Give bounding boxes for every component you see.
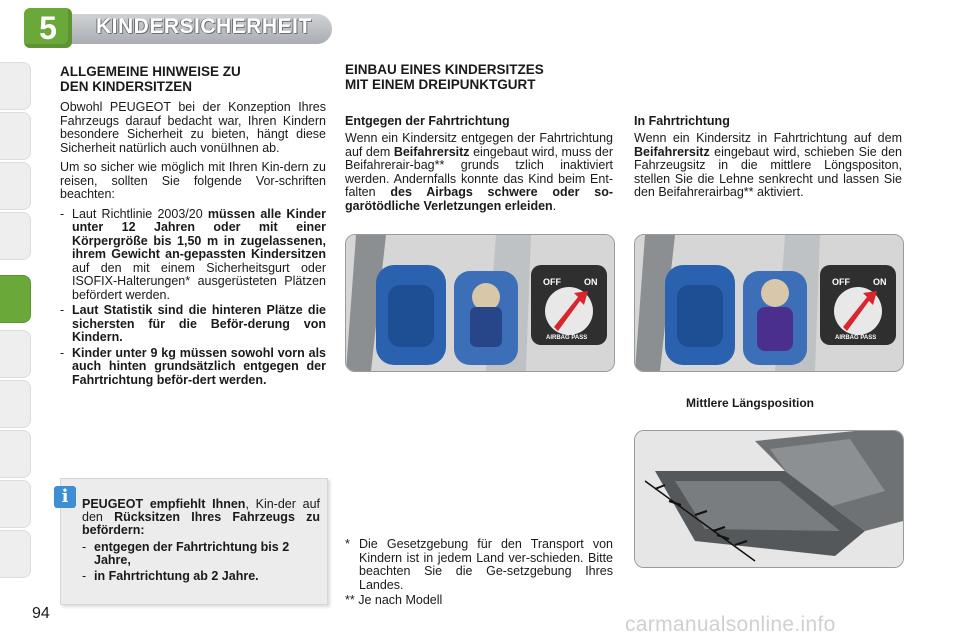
list-item bbox=[60, 347, 326, 388]
footnote-text: Die Gesetzgebung für den Transport von Kindern ist in jedem Land ver-schieden. Bitte beachten Sie die Ge-setzgebung Ihres Landes. bbox=[359, 537, 613, 592]
forward-facing-car-seat-image bbox=[634, 234, 904, 372]
watermark: carmanualsonline.info bbox=[625, 613, 836, 636]
chapter-tab-6[interactable] bbox=[0, 330, 31, 378]
footnote-2: ** Je nach Modell bbox=[345, 593, 443, 607]
chapter-tab-3[interactable] bbox=[0, 162, 31, 210]
bold-run: Beifahrersitz bbox=[634, 144, 710, 159]
page-title: KINDERSICHERHEIT bbox=[96, 15, 312, 38]
heading-line: EINBAU EINES KINDERSITZES bbox=[345, 62, 544, 77]
text-run: Wenn ein Kindersitz in Fahrtrichtung auf dem bbox=[634, 131, 902, 145]
info-list-item bbox=[82, 541, 320, 567]
chapter-tab-7[interactable] bbox=[0, 380, 31, 428]
list-text bbox=[94, 541, 320, 567]
paragraph: Um so sicher wie möglich mit Ihren Kin-dern zu reisen, sollten Sie folgende Vor-schriften beachten: bbox=[60, 160, 326, 201]
seat-illustration bbox=[635, 431, 903, 567]
chapter-number-badge: 5 bbox=[24, 8, 72, 48]
paragraph: Obwohl PEUGEOT bei der Konzeption Ihres Fahrzeugs darauf bedacht war, Ihren Kindern besondere Sicherheit zu bieten, hängt diese Sicherheit natürlich auch vonüIhnen ab. bbox=[60, 100, 326, 155]
airbag-off-label: OFF bbox=[832, 277, 850, 287]
bold-run: des Airbags schwere oder so-garötödliche Verletzungen erleiden bbox=[345, 185, 613, 213]
chapter-tab-9[interactable] bbox=[0, 480, 31, 528]
text-run: eingebaut wird, muss der Beifahrerair-bag** grunds tzlich inaktiviert werden. Andernfalls konnte das Kind beim Ent-falten bbox=[345, 144, 613, 199]
chapter-tab-10[interactable] bbox=[0, 530, 31, 578]
section-heading-installation bbox=[345, 62, 625, 92]
bold-run: entgegen der Fahrtrichtung bbox=[94, 540, 258, 554]
bold-run: Kinder unter 9 kg müssen sowohl vorn als auch hinten grundsätzlich entgegen der Fahrtrichtung beför-dert werden. bbox=[72, 345, 326, 387]
seat-longitudinal-position-image bbox=[634, 430, 904, 568]
info-text bbox=[82, 498, 320, 585]
heading-line: MIT EINEM DREIPUNKTGURT bbox=[345, 77, 536, 92]
text-run: Wenn ein Kindersitz entgegen der Fahrtrichtung auf dem bbox=[345, 131, 613, 159]
heading-line: ALLGEMEINE HINWEISE ZU bbox=[60, 64, 241, 79]
list-text bbox=[94, 570, 320, 583]
airbag-off-label: OFF bbox=[543, 277, 561, 287]
subheading-rear-facing: Entgegen der Fahrtrichtung bbox=[345, 114, 510, 128]
list-item bbox=[60, 304, 326, 345]
car-interior-illustration bbox=[346, 235, 614, 371]
section-heading-general bbox=[60, 64, 330, 94]
airbag-panel-label: AIRBAG PASS bbox=[835, 335, 877, 341]
seat-position-caption: Mittlere Längsposition bbox=[686, 396, 815, 410]
text-run: . bbox=[552, 198, 557, 213]
info-list-item bbox=[82, 570, 320, 583]
list-dash: - bbox=[60, 206, 65, 221]
list-dash: - bbox=[82, 540, 87, 554]
text-run: , Kin-der auf den bbox=[82, 497, 320, 524]
page-number: 94 bbox=[32, 605, 50, 622]
chapter-tab-4[interactable] bbox=[0, 212, 31, 260]
info-paragraph bbox=[82, 498, 320, 537]
chapter-tab-8[interactable] bbox=[0, 430, 31, 478]
list-dash: - bbox=[82, 569, 87, 583]
bold-run: Beifahrersitz bbox=[393, 144, 470, 159]
list-dash: - bbox=[60, 303, 65, 317]
rear-facing-car-seat-image bbox=[345, 234, 615, 372]
info-icon: i bbox=[54, 486, 76, 508]
airbag-on-label: ON bbox=[584, 277, 598, 287]
bold-run: müssen alle Kinder unter 12 Jahren oder mit einer Körpergröße bis 1,50 m in zugelassenen, ihrem Gewicht an-gepassten Kindersitzen bbox=[72, 206, 327, 261]
chapter-tab-1[interactable] bbox=[0, 62, 31, 110]
car-interior-illustration bbox=[635, 235, 903, 371]
footnote-1 bbox=[345, 538, 613, 592]
forward-facing-text bbox=[634, 132, 902, 200]
heading-line: DEN KINDERSITZEN bbox=[60, 79, 193, 94]
bold-run: bis 2 Jahre, bbox=[94, 540, 290, 567]
airbag-on-label: ON bbox=[873, 277, 887, 287]
text-run: Laut Richtlinie 2003/20 bbox=[72, 206, 208, 221]
bold-run: Laut Statistik sind die hinteren Plätze die sichersten für die Beför-derung von Kindern. bbox=[72, 303, 326, 344]
list-dash: - bbox=[60, 345, 65, 360]
rear-facing-text bbox=[345, 132, 613, 213]
text-run: eingebaut wird, schieben Sie den Fahrzeugsitz in die mittlere Löngspositon, stellen Sie die Lehne senkrecht und lassen Sie den Beifahrerairbag** aktiviert. bbox=[634, 144, 902, 199]
footnote-mark: * bbox=[345, 537, 350, 551]
bold-run: PEUGEOT empfiehlt Ihnen bbox=[82, 497, 246, 511]
airbag-panel-label: AIRBAG PASS bbox=[546, 335, 588, 341]
bold-run: Rücksitzen bbox=[114, 510, 181, 524]
list-text bbox=[72, 208, 326, 303]
text-run: auf den mit einem Sicherheitsgurt oder ISOFIX-Halterungen* ausgerüsteten Plätzen befördert werden. bbox=[72, 260, 326, 302]
bold-run: Ihres Fahrzeugs zu befördern: bbox=[82, 510, 320, 537]
bold-run: ab 2 Jahre. bbox=[189, 569, 259, 583]
list-item bbox=[60, 208, 326, 303]
bold-run: in Fahrtrichtung bbox=[94, 569, 190, 583]
general-text bbox=[60, 101, 326, 389]
chapter-tab-5-active[interactable] bbox=[0, 275, 31, 323]
subheading-forward-facing: In Fahrtrichtung bbox=[634, 114, 730, 128]
chapter-tab-2[interactable] bbox=[0, 112, 31, 160]
